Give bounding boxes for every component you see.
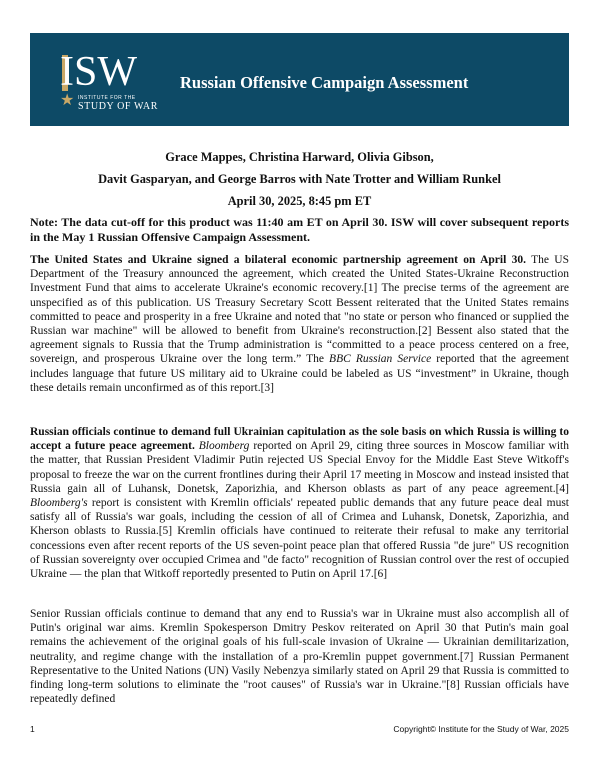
star-icon: ★ (60, 92, 75, 109)
authors-line-2: Davit Gasparyan, and George Barros with Nate Trotter and William Runkel (98, 172, 501, 186)
paragraph-economic-agreement (30, 253, 569, 395)
header-banner (30, 33, 569, 126)
report-date: April 30, 2025, 8:45 pm ET (227, 194, 372, 208)
paragraph-text: reported that the agreement includes language that future US military aid to Ukraine could be labeled as US “investment” in Ukraine, though these details remain unconfirmed as of this report.[3] (30, 353, 569, 394)
paragraph-lead: The United States and Ukraine signed a bilateral economic partnership agreement on April 30. (30, 254, 526, 266)
source-name: BBC Russian Service (329, 353, 432, 366)
page-number: 1 (30, 724, 35, 734)
report-title: Russian Offensive Campaign Assessment (180, 73, 469, 92)
copyright-notice: Copyright© Institute for the Study of War, 2025 (393, 724, 569, 734)
paragraph-text: report is consistent with Kremlin officials' repeated public demands that any future peace deal must satisfy all of Russia's war goals, including the cession of all of Crimea and Luhansk, Donetsk, Zaporizhia, and Kherson oblasts to Russia.[5] Kremlin officials have continued to reiterate their refusal to make any territorial concessions even after recent reports of the US seven-point peace plan that offered Russia "de jure" US recognition of Russian sovereignty over occupied Crimea and "de facto" recognition of Russian control over the rest of occupied Ukraine — the plan that Witkoff reportedly presented to Putin on April 17.[6] (30, 497, 569, 581)
paragraph-text: The US Department of the Treasury announced the agreement, which created the United States-Ukraine Reconstruction Investment Fund that aims to accelerate Ukraine's economic recovery.[1] The precise terms of the agreement are unspecified as of this publication. US Treasury Secretary Scott Bessent reiterated that the United States remains committed to peace and prosperity in a free Ukraine and noted that "no state or person who financed or supplied the Russian war machine" will be allowed to benefit from Ukraine's reconstruction.[2] Bessent also stated that the agreement signals to Russia that the Trump administration is “committed to a peace process centered on a free, sovereign, and prosperous Ukraine over the long term.” The (30, 254, 569, 366)
paragraph-capitulation-demands (30, 425, 569, 581)
paragraph-lead: Russian officials continue to demand full Ukrainian capitulation as the sole basis on which Russia is willing to accept a future peace agreement. (30, 426, 569, 453)
logo-text: ISW (60, 49, 137, 95)
paragraph-war-aims: Senior Russian officials continue to demand that any end to Russia's war in Ukraine must also accomplish all of Putin's original war aims. Kremlin Spokesperson Dmitry Peskov reiterated on April 30 that Putin's main goal remains the achievement of the original goals of his full-scale invasion of Ukraine — Ukrainian demilitarization, neutrality, and regime change with the installation of a pro-Kremlin puppet government.[7] Russian Permanent Representative to the United Nations (UN) Vasily Nebenzya similarly stated on April 29 that Russia is committed to finding long-term solutions to eliminate the "root causes" of Russia's war in Ukraine."[8] Russian officials have repeatedly defined (30, 608, 569, 706)
isw-logo (60, 51, 165, 115)
source-name: Bloomberg (198, 440, 250, 453)
authors-line-1: Grace Mappes, Christina Harward, Olivia Gibson, (165, 150, 434, 164)
paragraph-text: reported on April 29, citing three sources in Moscow familiar with the matter, that Russian President Vladimir Putin rejected US Special Envoy for the Middle East Steve Witkoff's proposal to freeze the war on the current frontlines during their April 17 meeting in Moscow and instead insisted that Russia gain all of Luhansk, Donetsk, Zaporizhia, and Kherson oblasts as part of any peace agreement.[4] (30, 440, 570, 495)
logo-institute-text: INSTITUTE FOR THE (78, 95, 136, 101)
source-name: Bloomberg's (30, 497, 88, 510)
data-cutoff-note: Note: The data cut-off for this product was 11:40 am ET on April 30. ISW will cover subsequent reports in the May 1 Russian Offensive Campaign Assessment. (30, 215, 569, 244)
logo-study-text: STUDY OF WAR (78, 101, 158, 112)
